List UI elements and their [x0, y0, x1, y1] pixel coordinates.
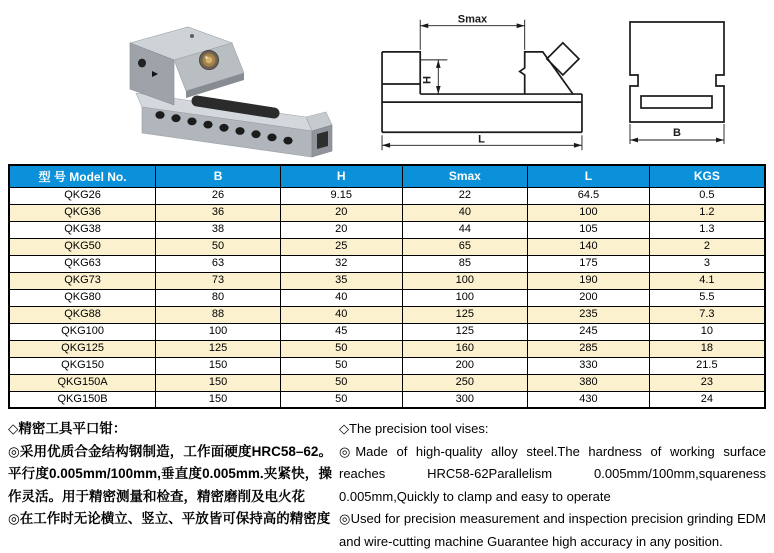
- notes-en-item: ◎Used for precision measurement and inspection precision grinding EDM and wire-cutting machine Guarantee high accuracy in any position.: [339, 511, 766, 549]
- table-cell: 200: [528, 289, 650, 306]
- table-cell: 50: [280, 374, 402, 391]
- column-header: KGS: [649, 165, 765, 187]
- table-cell: 100: [528, 204, 650, 221]
- table-cell: 80: [156, 289, 281, 306]
- table-cell: 35: [280, 272, 402, 289]
- notes-section: [8, 418, 766, 553]
- table-cell: 50: [156, 238, 281, 255]
- table-cell: 40: [280, 289, 402, 306]
- table-cell: 5.5: [649, 289, 765, 306]
- jaw-block: [130, 27, 244, 105]
- table-cell: 64.5: [528, 187, 650, 204]
- column-header: L: [528, 165, 650, 187]
- table-row: [9, 272, 765, 289]
- side-hole: [138, 59, 146, 68]
- table-cell: 63: [156, 255, 281, 272]
- table-cell: 3: [649, 255, 765, 272]
- table-cell: 65: [402, 238, 527, 255]
- product-photo: [92, 3, 334, 160]
- table-cell: QKG38: [9, 221, 156, 238]
- table-cell: 20: [280, 204, 402, 221]
- table-cell: 150: [156, 357, 281, 374]
- table-body: [9, 187, 765, 408]
- table-row: [9, 374, 765, 391]
- notes-cn-item: ◎采用优质合金结构钢制造，工作面硬度HRC58–62。平行度0.005mm/100mm,垂直度0.005mm.夹紧快，操作灵活。用于精密测量和检查，精密磨削及电火花: [8, 443, 332, 504]
- table-cell: 22: [402, 187, 527, 204]
- table-cell: QKG125: [9, 340, 156, 357]
- table-row: [9, 289, 765, 306]
- table-cell: 2: [649, 238, 765, 255]
- table-cell: QKG150B: [9, 391, 156, 408]
- table-cell: 0.5: [649, 187, 765, 204]
- table-row: [9, 357, 765, 374]
- table-cell: QKG80: [9, 289, 156, 306]
- table-cell: 24: [649, 391, 765, 408]
- table-row: [9, 391, 765, 408]
- side-view-drawing: [374, 13, 590, 155]
- table-row: [9, 323, 765, 340]
- table-cell: QKG100: [9, 323, 156, 340]
- table-cell: 140: [528, 238, 650, 255]
- table-cell: 38: [156, 221, 281, 238]
- b-dim-label: B: [673, 127, 681, 139]
- table-cell: 125: [402, 306, 527, 323]
- table-cell: QKG73: [9, 272, 156, 289]
- notes-en-item: ◎Made of high-quality alloy steel.The hardness of working surface reaches HRC58-62Parallelism 0.005mm/100mm,squareness 0.005mm,Quickly to clamp and easy to operate: [339, 443, 766, 504]
- column-header: H: [280, 165, 402, 187]
- table-row: [9, 340, 765, 357]
- table-row: [9, 187, 765, 204]
- table-cell: 45: [280, 323, 402, 340]
- table-row: [9, 204, 765, 221]
- table-cell: 7.3: [649, 306, 765, 323]
- table-cell: 430: [528, 391, 650, 408]
- table-cell: 380: [528, 374, 650, 391]
- base-end-slot: [317, 131, 328, 149]
- table-cell: 200: [402, 357, 527, 374]
- spec-table: [8, 164, 766, 409]
- table-row: [9, 238, 765, 255]
- table-cell: 18: [649, 340, 765, 357]
- top-graphics-row: [0, 0, 774, 162]
- table-cell: 245: [528, 323, 650, 340]
- notes-chinese: [8, 418, 332, 553]
- column-header: 型 号 Model No.: [9, 165, 156, 187]
- table-cell: 9.15: [280, 187, 402, 204]
- table-cell: 300: [402, 391, 527, 408]
- table-cell: QKG36: [9, 204, 156, 221]
- table-cell: 85: [402, 255, 527, 272]
- table-cell: 40: [402, 204, 527, 221]
- table-cell: 330: [528, 357, 650, 374]
- table-cell: 150: [156, 391, 281, 408]
- table-cell: 100: [402, 289, 527, 306]
- table-cell: QKG88: [9, 306, 156, 323]
- table-cell: 26: [156, 187, 281, 204]
- table-cell: 73: [156, 272, 281, 289]
- table-cell: 235: [528, 306, 650, 323]
- table-cell: 40: [280, 306, 402, 323]
- table-cell: 50: [280, 391, 402, 408]
- table-cell: 250: [402, 374, 527, 391]
- table-cell: 32: [280, 255, 402, 272]
- table-cell: 25: [280, 238, 402, 255]
- table-cell: 21.5: [649, 357, 765, 374]
- table-cell: QKG50: [9, 238, 156, 255]
- h-dim-label: H: [421, 75, 434, 84]
- end-view-drawing: [604, 13, 764, 155]
- table-cell: 10: [649, 323, 765, 340]
- table-cell: 1.2: [649, 204, 765, 221]
- table-cell: 285: [528, 340, 650, 357]
- table-cell: 125: [156, 340, 281, 357]
- table-cell: 105: [528, 221, 650, 238]
- table-cell: 36: [156, 204, 281, 221]
- table-cell: 150: [156, 374, 281, 391]
- table-cell: QKG26: [9, 187, 156, 204]
- table-cell: 190: [528, 272, 650, 289]
- table-cell: 125: [402, 323, 527, 340]
- table-row: [9, 221, 765, 238]
- table-cell: 88: [156, 306, 281, 323]
- table-cell: 50: [280, 340, 402, 357]
- table-cell: 44: [402, 221, 527, 238]
- table-cell: 1.3: [649, 221, 765, 238]
- table-cell: 160: [402, 340, 527, 357]
- notes-english: [339, 418, 766, 553]
- table-cell: QKG150A: [9, 374, 156, 391]
- table-cell: QKG63: [9, 255, 156, 272]
- column-header: B: [156, 165, 281, 187]
- table-cell: 100: [156, 323, 281, 340]
- column-header: Smax: [402, 165, 527, 187]
- table-cell: 23: [649, 374, 765, 391]
- vise-photo-illustration: [92, 3, 334, 160]
- clamp-screw-knob: [200, 51, 219, 70]
- table-cell: 4.1: [649, 272, 765, 289]
- smax-dim-label: Smax: [457, 13, 488, 26]
- table-cell: 20: [280, 221, 402, 238]
- l-dim-label: L: [478, 133, 485, 146]
- notes-cn-item: ◎在工作时无论横立、竖立、平放皆可保持高的精密度: [8, 511, 331, 526]
- notes-cn-title: ◇精密工具平口钳：: [8, 421, 127, 436]
- table-cell: 100: [402, 272, 527, 289]
- notes-en-title: ◇The precision tool vises:: [339, 421, 489, 436]
- table-row: [9, 255, 765, 272]
- table-row: [9, 306, 765, 323]
- table-cell: 175: [528, 255, 650, 272]
- table-cell: 50: [280, 357, 402, 374]
- table-cell: QKG150: [9, 357, 156, 374]
- table-header-row: [9, 165, 765, 187]
